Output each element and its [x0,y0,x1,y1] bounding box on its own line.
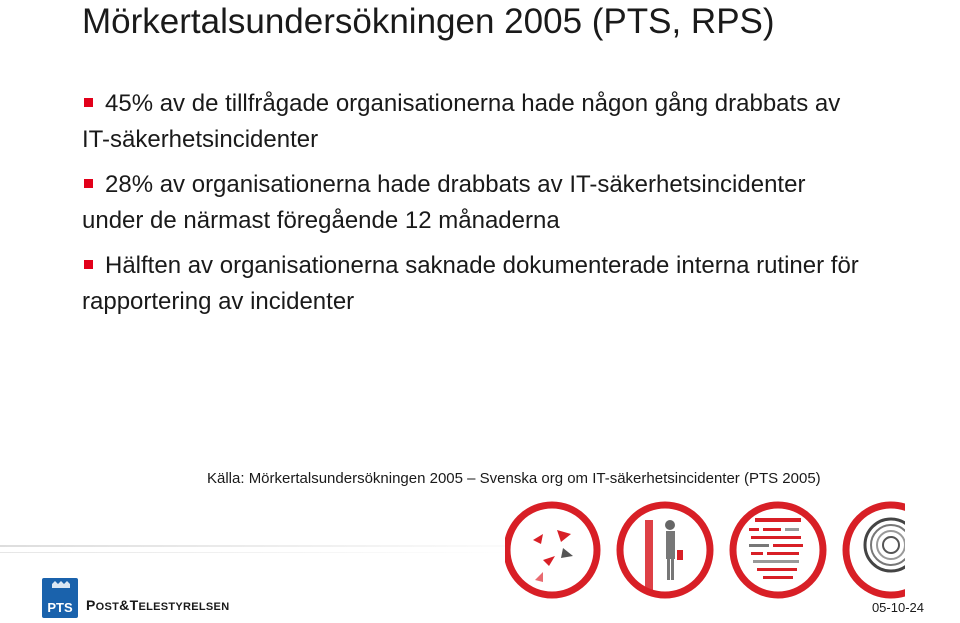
bullet-list [82,86,862,329]
rings-emblem-icon [846,505,905,595]
logo-text: PTS [47,600,73,615]
brand-second-letter: T [129,597,139,613]
pts-logo-icon [42,578,78,618]
mosaic-emblem-icon [733,505,823,595]
brand-rest-2: ELESTYRELSEN [138,601,230,613]
brand-rest-1: OST [95,601,120,613]
bullet-marker-icon [84,260,93,269]
bullet-item [82,248,862,320]
bullet-marker-icon [84,98,93,107]
bullet-text: Hälften av organisationerna saknade dokumenterade interna rutiner för rapportering av incidenter [82,252,859,315]
slide-title: Mörkertalsundersökningen 2005 (PTS, RPS) [82,2,775,41]
brand-name [86,597,229,613]
source-note: Källa: Mörkertalsundersökningen 2005 – Svenska org om IT-säkerhetsincidenter (PTS 2005) [207,470,821,487]
bullet-marker-icon [84,179,93,188]
bullet-item [82,167,862,239]
decorative-emblems [505,500,905,600]
bullet-text: 45% av de tillfrågade organisationerna hade någon gång drabbats av IT-säkerhetsincidenter [82,90,841,153]
bullet-item [82,86,862,158]
slide-date: 05-10-24 [871,600,924,615]
people-emblem-icon [620,505,710,595]
bullet-text: 28% av organisationerna hade drabbats av IT-säkerhetsincidenter under de närmast föregående 12 månaderna [82,171,806,234]
footer-band-thin [0,552,520,553]
brand-first-letter: P [86,597,96,613]
arrows-emblem-icon [507,505,597,595]
brand-amp: & [119,597,130,613]
